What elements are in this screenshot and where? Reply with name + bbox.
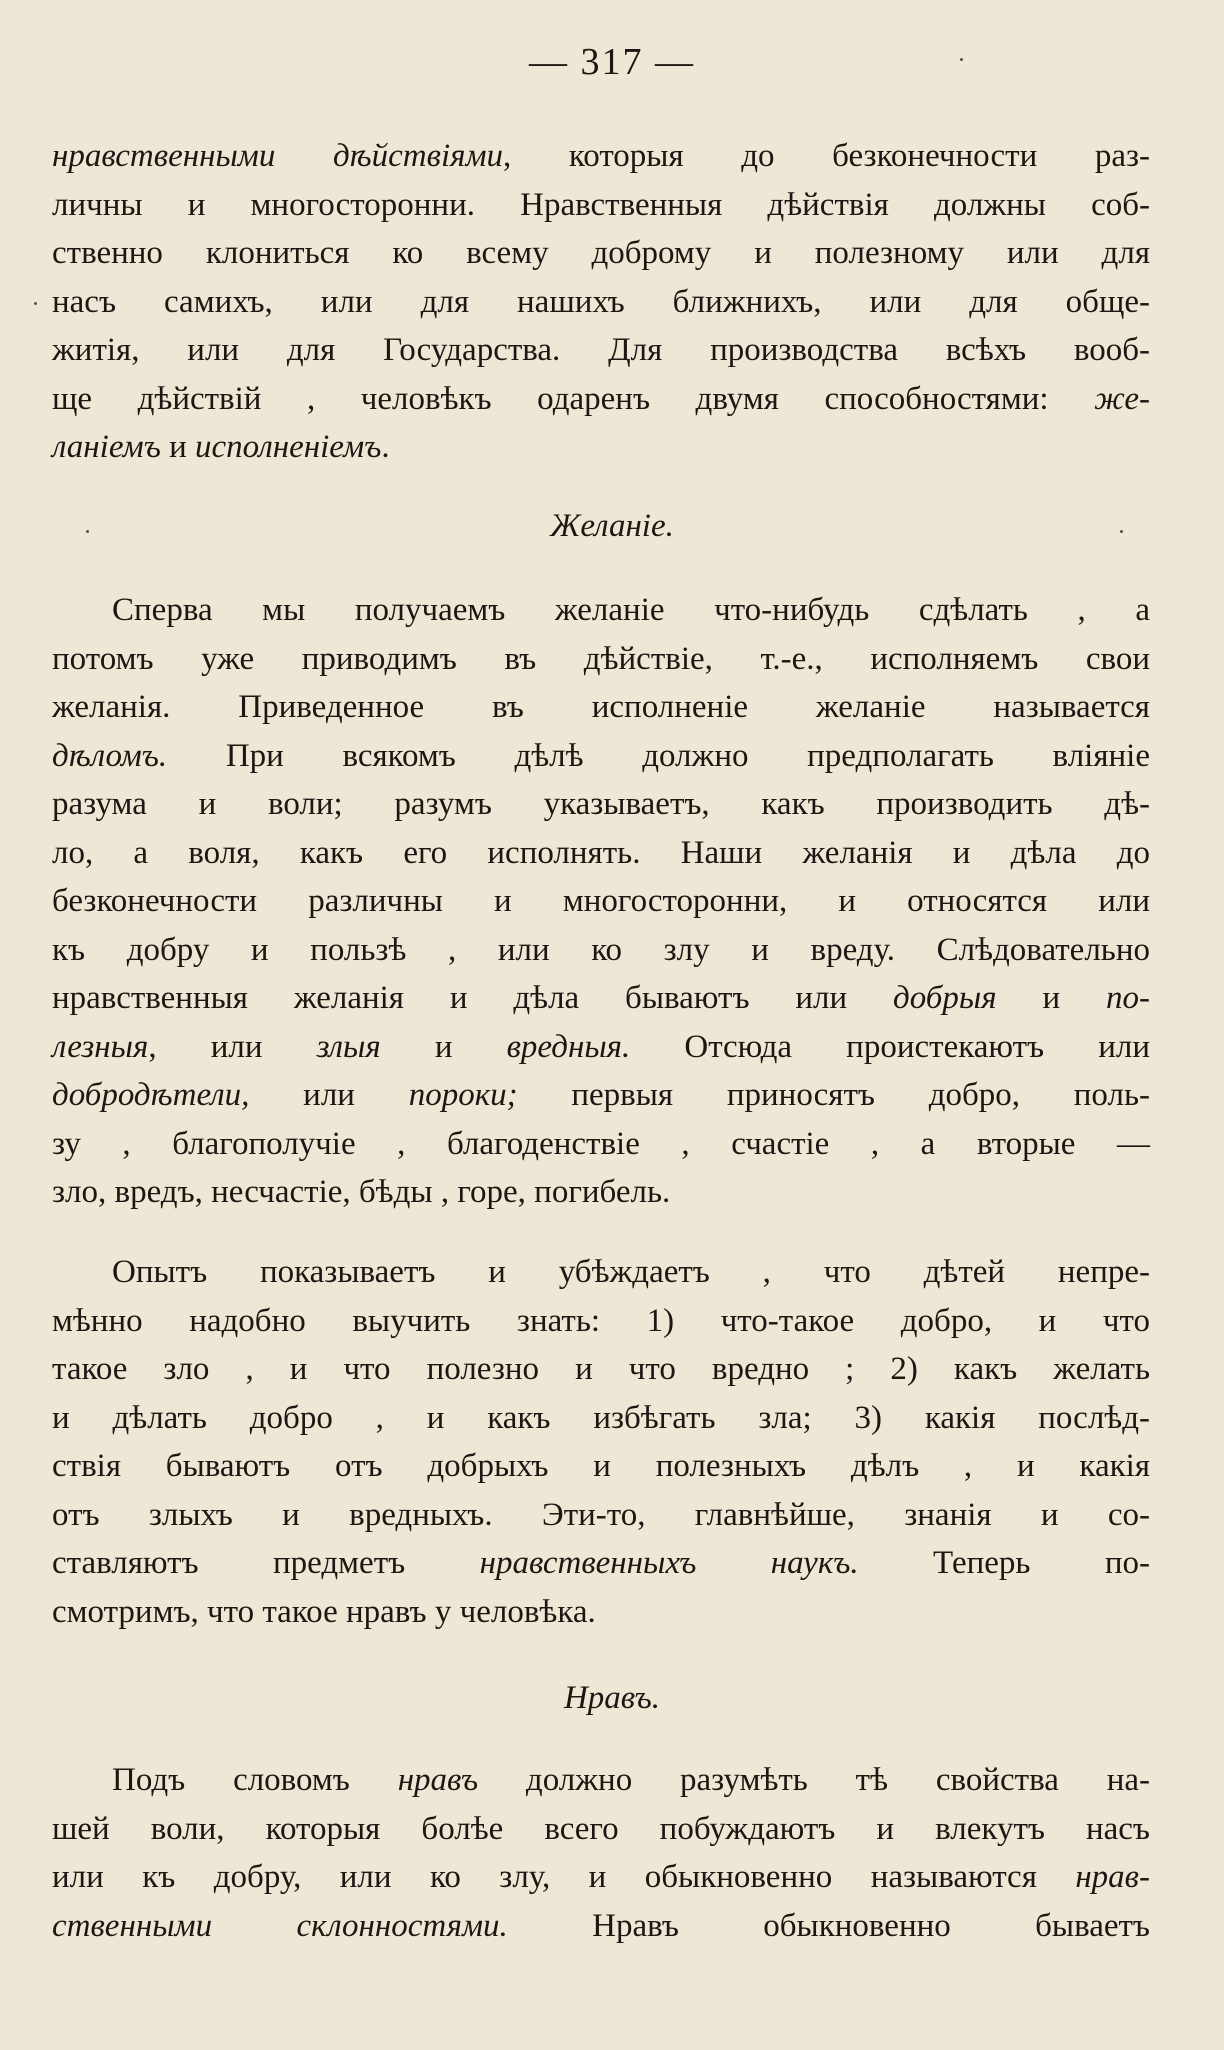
italic-run: по- [1106,980,1150,1016]
italic-run: нравъ [397,1762,479,1798]
text-run: Подъ словомъ [112,1762,398,1798]
text-run: потомъ уже приводимъ въ дѣйствіе, т.-е., исполняемъ свои [52,640,1150,677]
text-run: или [249,1077,409,1113]
paper-speck [960,58,963,61]
text-run: ставляютъ предметъ [52,1545,480,1581]
text-line [52,780,1150,829]
text-run: житія, или для Государства. Для производства всѣхъ вооб- [52,332,1150,368]
text-run: личны и многосторонни. Нравственныя дѣйствія должны соб- [52,186,1150,223]
text-line [52,1853,1150,1902]
text-line [52,1168,1150,1217]
text-run: Отсюда проистекаютъ или [630,1028,1150,1065]
text-line [52,586,1150,635]
italic-run: злыя [316,1028,381,1065]
text-run: , которыя до безконечности раз- [503,138,1150,174]
text-line [52,1588,1150,1637]
text-run: . [381,429,390,465]
text-line [52,229,1150,278]
italic-run: нравственными дѣйствіями [52,138,504,174]
paragraph-4 [52,1756,1150,1950]
italic-run: ственными склонностями. [52,1907,508,1944]
text-line [52,1756,1150,1805]
italic-run: исполненіемъ [195,429,382,465]
text-line [52,1023,1150,1072]
text-run: шей воли, которыя болѣе всего побуждаютъ и влекутъ насъ [52,1810,1150,1847]
text-run: ствія бываютъ отъ добрыхъ и полезныхъ дѣлъ , и какія [52,1448,1150,1484]
text-line [52,1345,1150,1394]
text-run: къ добру и пользѣ , или ко злу и вреду. Слѣдовательно [52,931,1150,968]
text-run: смотримъ, что такое нравъ у человѣка. [52,1593,596,1630]
text-line [52,1248,1150,1297]
text-run: насъ самихъ, или для нашихъ ближнихъ, или для обще- [52,283,1150,320]
text-line [52,974,1150,1023]
italic-run: нравственныхъ наукъ. [479,1545,859,1581]
text-line [52,1120,1150,1169]
text-run: Теперь по- [858,1545,1151,1581]
text-run: Сперва мы получаемъ желаніе что-нибудь сдѣлать , а [112,592,1150,628]
text-run: ще дѣйствій , человѣкъ одаренъ двумя способностями: [52,380,1095,417]
text-run: , или [148,1028,317,1065]
text-run: ло, а воля, какъ его исполнять. Наши желанія и дѣла до [52,834,1150,871]
text-line [52,1297,1150,1346]
text-line [52,375,1150,424]
text-line [52,1902,1150,1951]
text-line [52,732,1150,781]
text-run: отъ злыхъ и вредныхъ. Эти-то, главнѣйше, знанія и со- [52,1496,1150,1533]
text-run: ственно клониться ко всему доброму и полезному или для [52,235,1150,271]
text-run: зу , благополучіе , благоденствіе , счастіе , а вторые — [52,1125,1150,1162]
text-line [52,1071,1150,1120]
text-run: желанія. Приведенное въ исполненіе желаніе называется [52,689,1150,725]
italic-run: вредныя. [506,1028,631,1065]
italic-run: дѣломъ. [52,737,168,774]
paragraph-3 [52,1248,1150,1636]
text-run: и [160,429,196,465]
paragraph-2 [52,586,1150,1217]
text-line [52,1491,1150,1540]
italic-run: же- [1094,380,1150,417]
paper-speck [34,302,37,305]
text-run: разума и воли; разумъ указываетъ, какъ производить дѣ- [52,786,1150,822]
section-heading-character: Нравъ. [563,1680,661,1716]
text-line [52,829,1150,878]
paper-speck [1120,530,1123,533]
text-line [52,926,1150,975]
text-line [52,877,1150,926]
text-run: должно разумѣть тѣ свойства на- [478,1762,1150,1798]
italic-run: пороки; [408,1077,518,1113]
text-line [52,278,1150,327]
text-run: безконечности различны и многосторонни, и относятся или [52,883,1150,919]
text-line [52,1394,1150,1443]
text-run: первыя приносятъ добро, поль- [517,1077,1150,1113]
section-heading-desire: Желаніе. [550,508,674,544]
text-line [52,1805,1150,1854]
text-line [52,635,1150,684]
text-line [52,326,1150,375]
page-number: — 317 — [529,41,695,83]
paper-speck [86,530,89,533]
paragraph-1 [52,132,1150,472]
text-line [52,683,1150,732]
text-line [52,181,1150,230]
text-run: нравственныя желанія и дѣла бываютъ или [52,980,894,1016]
text-run: и [996,980,1106,1016]
text-run: и [380,1028,507,1065]
text-run: Нравъ обыкновенно бываетъ [507,1907,1150,1944]
text-line [52,423,1150,472]
italic-run: нрав- [1075,1859,1150,1895]
text-run: При всякомъ дѣлѣ должно предполагать вліяніе [167,737,1150,774]
italic-run: добрыя [893,980,997,1016]
italic-run: лезныя [52,1028,149,1065]
text-run: и дѣлать добро , и какъ избѣгать зла; 3) какія послѣд- [52,1399,1150,1436]
text-run: зло, вредъ, несчастіе, бѣды , горе, погибель. [52,1174,671,1210]
text-run: мѣнно надобно выучить знать: 1) что-такое добро, и что [52,1302,1150,1339]
italic-run: ланіемъ [52,429,161,465]
text-line [52,1442,1150,1491]
text-run: или къ добру, или ко злу, и обыкновенно называются [52,1859,1076,1895]
text-line [52,1539,1150,1588]
italic-run: добродѣтели, [52,1077,250,1113]
text-run: такое зло , и что полезно и что вредно ; 2) какъ желать [52,1351,1150,1387]
text-run: Опытъ показываетъ и убѣждаетъ , что дѣтей непре- [112,1254,1150,1290]
text-line [52,132,1150,181]
